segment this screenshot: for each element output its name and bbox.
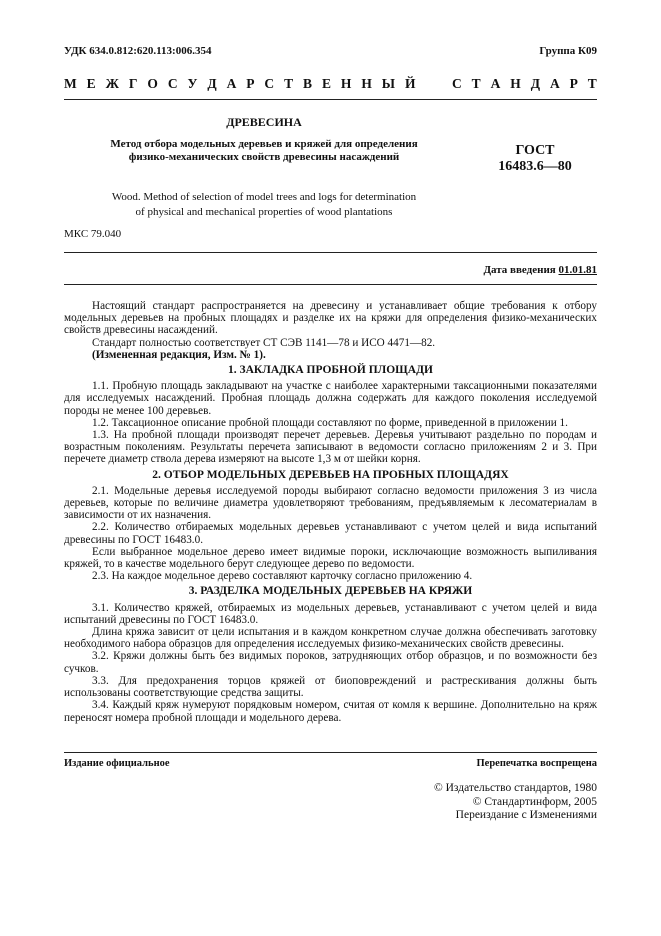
banner-letter: Ж (105, 76, 119, 91)
banner-letter: Н (510, 76, 521, 91)
document-title: ДРЕВЕСИНА (226, 115, 302, 129)
standard-banner (64, 76, 597, 92)
gost-code: 16483.6—80 (498, 159, 572, 174)
banner-letter: А (549, 76, 560, 91)
copyright-line: © Издательство стандартов, 1980 (433, 782, 597, 794)
section-heading: 3. РАЗДЕЛКА МОДЕЛЬНЫХ ДЕРЕВЬЕВ НА КРЯЖИ (188, 585, 473, 598)
section-paragraph: Длина кряжа зависит от цели испытания и в каждом конкретном случае должна обеспечивать заготовку необходимого набора образцов для определения исследуемых физико-механических свойств древесины. (64, 626, 597, 651)
banner-letter (425, 76, 428, 92)
banner-letter: Т (471, 76, 481, 91)
banner-letter: Г (128, 76, 138, 91)
banner-letter (439, 76, 442, 92)
banner-letter: Н (340, 76, 352, 91)
banner-letter: Д (207, 76, 217, 91)
section-paragraph: 3.2. Кряжи должны быть без видимых пороков, затрудняющих отбор образцов, и по возможности без сучков. (64, 650, 597, 675)
mks-code: МКС 79.040 (64, 228, 122, 240)
banner-letter: Н (361, 76, 372, 91)
banner-letter: Т (587, 76, 597, 91)
banner-letter: С (452, 76, 462, 91)
section-paragraph: 2.3. На каждое модельное дерево составляют карточку согласно приложению 4. (92, 570, 473, 583)
intro-paragraph: Настоящий стандарт распространяется на древесину и устанавливает общие требования к отбору модельных деревьев на пробных площадях и разделке их на кряжи для определения физико-механических свойств древесины насаждений. (64, 300, 597, 337)
section-paragraph: 3.1. Количество кряжей, отбираемых из модельных деревьев, устанавливают с учетом целей и вида испытаний древесины по ГОСТ 16483.0. (64, 601, 597, 626)
section-paragraph: 1.2. Таксационное описание пробной площади составляют по форме, приведенной в приложении 1. (92, 416, 568, 429)
gost-label: ГОСТ (515, 143, 555, 158)
amendment-note: (Измененная редакция, Изм. № 1). (92, 348, 266, 361)
document-body (64, 300, 597, 724)
section-paragraph: Если выбранное модельное дерево имеет видимые пороки, исключающие возможность выпиливания кряжей, то в качестве модельного берут следующее дерево по ведомости. (64, 545, 597, 571)
banner-letter: М (64, 76, 77, 91)
section-paragraph: 3.3. Для предохранения торцов кряжей от биоповреждений и растрескивания должны быть использованы соответствующие средства защиты. (64, 674, 597, 700)
intro-paragraph: Стандарт полностью соответствует СТ СЭВ 1141—78 и ИСО 4471—82. (92, 336, 436, 349)
reprint-notice: Перепечатка воспрещена (476, 758, 597, 769)
official-edition: Издание официальное (64, 758, 170, 769)
section-paragraph: 3.4. Каждый кряж нумеруют порядковым номером, считая от комля к вершине. Дополнительно на кряж переносят номера пробной площади и модельного дерева. (64, 699, 597, 724)
banner-letter: Й (404, 76, 416, 91)
group-code: Группа К09 (539, 45, 597, 57)
section-paragraph: 1.3. На пробной площади производят перечет деревьев. Деревья учитывают раздельно по породам и возрастным поколениям. Результаты перечета записывают в ведомости согласно приложениям 2 и 3. При перечете диаметр ствола дерева измеряют на высоте 1,3 м от шейки корня. (64, 429, 597, 466)
banner-letter: А (490, 76, 501, 91)
banner-letter: Е (86, 76, 96, 91)
banner-letter: Р (246, 76, 255, 91)
date-label: Дата введения (483, 264, 556, 276)
gost-number (480, 143, 590, 175)
reissue-line: Переиздание с Изменениями (455, 809, 597, 821)
banner-letter: А (226, 76, 237, 91)
effective-date (483, 264, 597, 276)
section-paragraph: 2.1. Модельные деревья исследуемой породы выбирают согласно ведомости приложения 3 из числа деревьев, которые по величине диаметра удовлетворяют требованиям, предъявляемым к лесоматериалам в зависимости от их назначения. (64, 484, 597, 522)
banner-letter: Е (321, 76, 331, 91)
banner-rule (64, 99, 597, 100)
banner-letter: Р (569, 76, 578, 91)
banner-letter: О (147, 76, 158, 91)
date-value: 01.01.81 (558, 264, 597, 276)
banner-letter: Ы (381, 76, 396, 91)
english-title: Wood. Method of selection of model trees and logs for determination of physical and mechanical properties of wood plantations (111, 191, 417, 218)
banner-letter: Д (530, 76, 541, 91)
banner-letter: У (187, 76, 198, 91)
section-heading: 1. ЗАКЛАДКА ПРОБНОЙ ПЛОЩАДИ (228, 364, 433, 377)
section-paragraph: 2.2. Количество отбираемых модельных деревьев устанавливают с учетом целей и вида испытаний древесины по ГОСТ 16483.0. (64, 521, 597, 546)
banner-letter: С (264, 76, 275, 91)
footer-rule (64, 752, 597, 753)
copyright-block (434, 782, 597, 823)
banner-letter: Т (284, 76, 294, 91)
section-heading: 2. ОТБОР МОДЕЛЬНЫХ ДЕРЕВЬЕВ НА ПРОБНЫХ ПЛОЩАДЯХ (152, 468, 509, 481)
section-paragraph: 1.1. Пробную площадь закладывают на участке с наиболее характерными таксационными показателями для исследуемых насаждений. Пробная площадь должна содержать для каждого поколения исследуемой породы не менее 100 деревьев. (64, 380, 597, 417)
banner-letter: С (167, 76, 178, 91)
date-rule (64, 284, 597, 285)
copyright-line: © Стандартинформ, 2005 (472, 795, 597, 808)
document-subtitle: Метод отбора модельных деревьев и кряжей для определения физико-механических свойств древесины насаждений (110, 138, 418, 163)
title-rule (64, 252, 597, 253)
banner-letter: В (303, 76, 313, 91)
udk-code: УДК 634.0.812:620.113:006.354 (64, 45, 212, 57)
